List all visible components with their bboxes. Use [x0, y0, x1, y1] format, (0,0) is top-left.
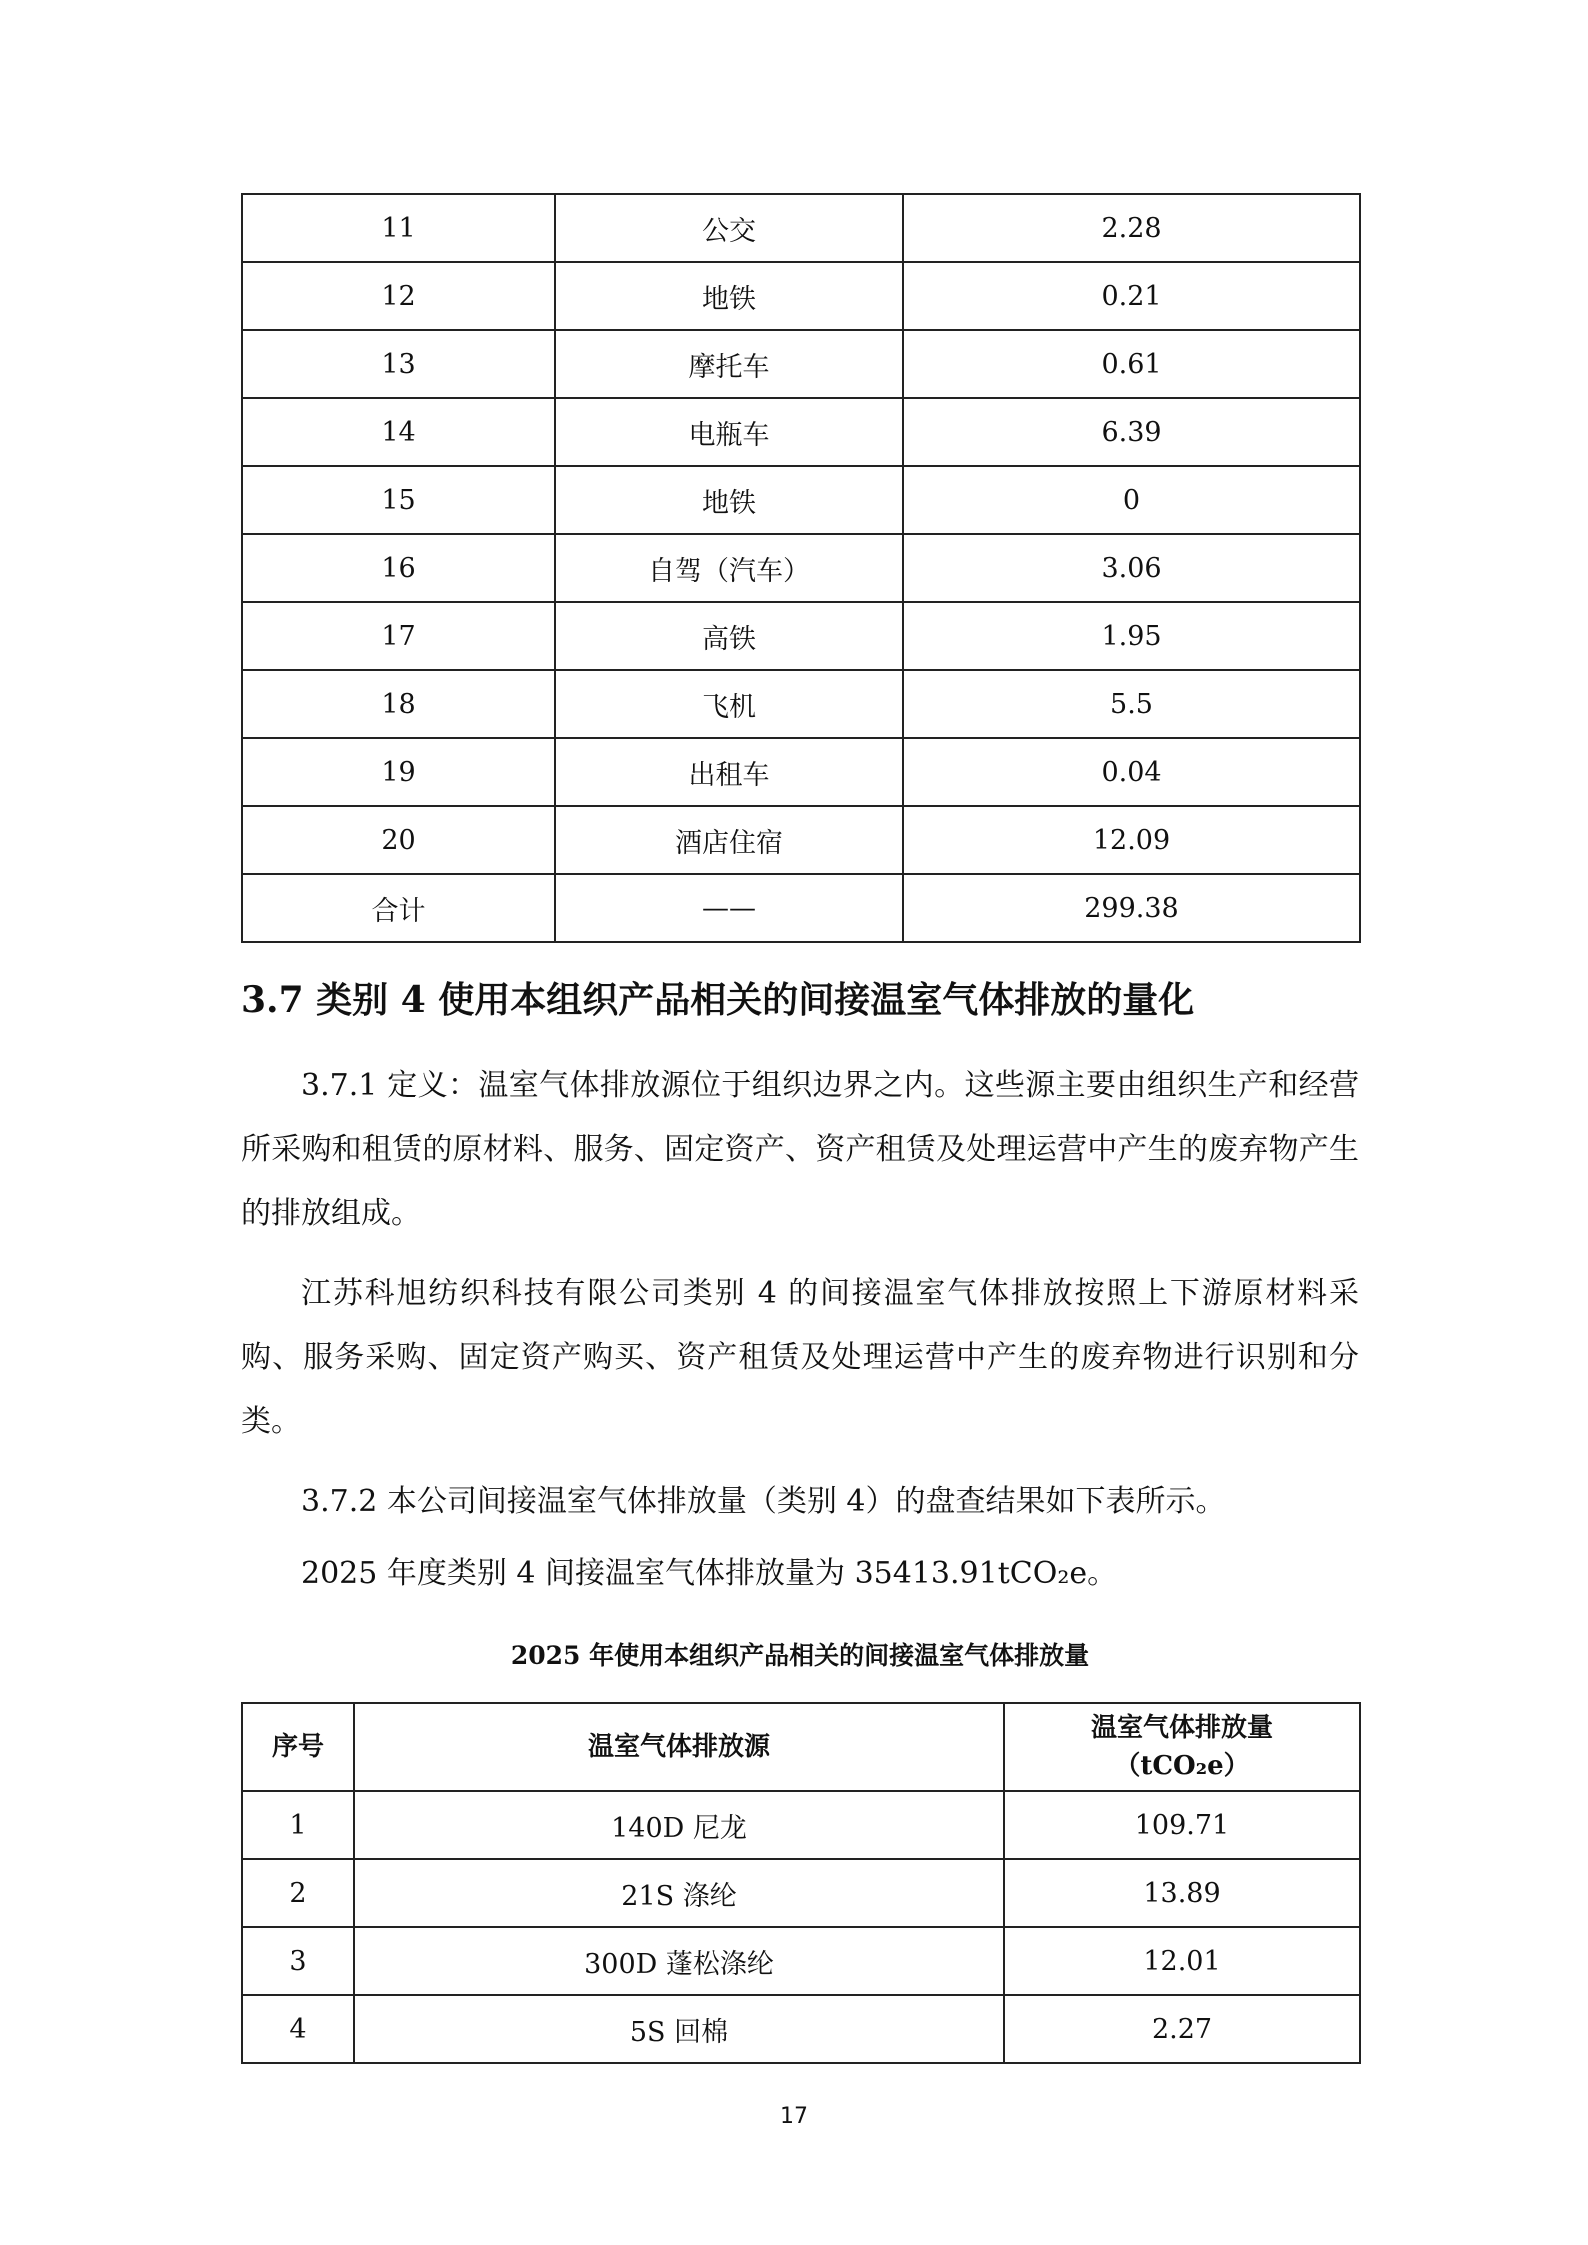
table-total-row	[242, 874, 1360, 942]
emission-value: 5.5	[903, 670, 1360, 738]
emission-source: 电瓶车	[555, 398, 903, 466]
row-index: 14	[242, 398, 555, 466]
emission-value: 2.27	[1004, 1995, 1360, 2063]
emission-value: 1.95	[903, 602, 1360, 670]
emission-value: 12.01	[1004, 1927, 1360, 1995]
row-index: 18	[242, 670, 555, 738]
row-index: 3	[242, 1927, 354, 1995]
table-row	[242, 738, 1360, 806]
emission-value: 6.39	[903, 398, 1360, 466]
paragraph-definition: 3.7.1 定义：温室气体排放源位于组织边界之内。这些源主要由组织生产和经营所采购和租赁的原材料、服务、固定资产、资产租赁及处理运营中产生的废弃物产生的排放组成。	[241, 1068, 1359, 1231]
emission-source: 高铁	[555, 602, 903, 670]
row-index: 15	[242, 466, 555, 534]
commute-emissions-table-continued	[241, 193, 1361, 943]
emission-value: 2.28	[903, 194, 1360, 262]
page-number: 17	[780, 2104, 808, 2129]
paragraph-annual-total: 2025 年度类别 4 间接温室气体排放量为 35413.91tCO₂e。	[301, 1556, 1118, 1591]
header-emission-line1: 温室气体排放量	[1090, 1713, 1273, 1743]
row-index: 13	[242, 330, 555, 398]
table-row	[242, 602, 1360, 670]
emission-source: 飞机	[555, 670, 903, 738]
emission-source: 地铁	[555, 262, 903, 330]
total-label: 合计	[242, 874, 555, 942]
emission-source: 摩托车	[555, 330, 903, 398]
emission-source: 300D 蓬松涤纶	[354, 1927, 1004, 1995]
table-row	[242, 466, 1360, 534]
emission-source: 地铁	[555, 466, 903, 534]
emission-source: 21S 涤纶	[354, 1859, 1004, 1927]
row-index: 2	[242, 1859, 354, 1927]
emission-source: 酒店住宿	[555, 806, 903, 874]
product-emissions-table	[241, 1702, 1361, 2064]
emission-source: 出租车	[555, 738, 903, 806]
row-index: 11	[242, 194, 555, 262]
emission-value: 0.21	[903, 262, 1360, 330]
paragraph-company: 江苏科旭纺织科技有限公司类别 4 的间接温室气体排放按照上下游原材料采购、服务采购、固定资产购买、资产租赁及处理运营中产生的废弃物进行识别和分类。	[241, 1276, 1359, 1439]
emission-value: 12.09	[903, 806, 1360, 874]
table-row	[242, 398, 1360, 466]
emission-source: 5S 回棉	[354, 1995, 1004, 2063]
emission-value: 3.06	[903, 534, 1360, 602]
emission-source: 自驾（汽车）	[555, 534, 903, 602]
total-value: 299.38	[903, 874, 1360, 942]
table-row	[242, 330, 1360, 398]
header-source: 温室气体排放源	[354, 1703, 1004, 1791]
emission-value: 0	[903, 466, 1360, 534]
table-row	[242, 1859, 1360, 1927]
table-row	[242, 534, 1360, 602]
header-emission	[1004, 1703, 1360, 1791]
row-index: 20	[242, 806, 555, 874]
emission-source: 公交	[555, 194, 903, 262]
table-row	[242, 1995, 1360, 2063]
row-index: 16	[242, 534, 555, 602]
table-row	[242, 262, 1360, 330]
total-dash: ——	[555, 874, 903, 942]
row-index: 17	[242, 602, 555, 670]
row-index: 4	[242, 1995, 354, 2063]
table-row	[242, 194, 1360, 262]
paragraph-results-intro: 3.7.2 本公司间接温室气体排放量（类别 4）的盘查结果如下表所示。	[301, 1484, 1226, 1519]
table-header-row	[242, 1703, 1360, 1791]
emission-value: 0.04	[903, 738, 1360, 806]
header-index: 序号	[242, 1703, 354, 1791]
emission-source: 140D 尼龙	[354, 1791, 1004, 1859]
table-row	[242, 806, 1360, 874]
section-heading: 3.7 类别 4 使用本组织产品相关的间接温室气体排放的量化	[241, 979, 1195, 1021]
emission-value: 13.89	[1004, 1859, 1360, 1927]
row-index: 12	[242, 262, 555, 330]
emission-value: 109.71	[1004, 1791, 1360, 1859]
row-index: 19	[242, 738, 555, 806]
table-row	[242, 1791, 1360, 1859]
emission-value: 0.61	[903, 330, 1360, 398]
table-row	[242, 670, 1360, 738]
row-index: 1	[242, 1791, 354, 1859]
header-emission-unit: （tCO₂e）	[1114, 1751, 1250, 1781]
table-caption: 2025 年使用本组织产品相关的间接温室气体排放量	[510, 1641, 1090, 1670]
table-row	[242, 1927, 1360, 1995]
